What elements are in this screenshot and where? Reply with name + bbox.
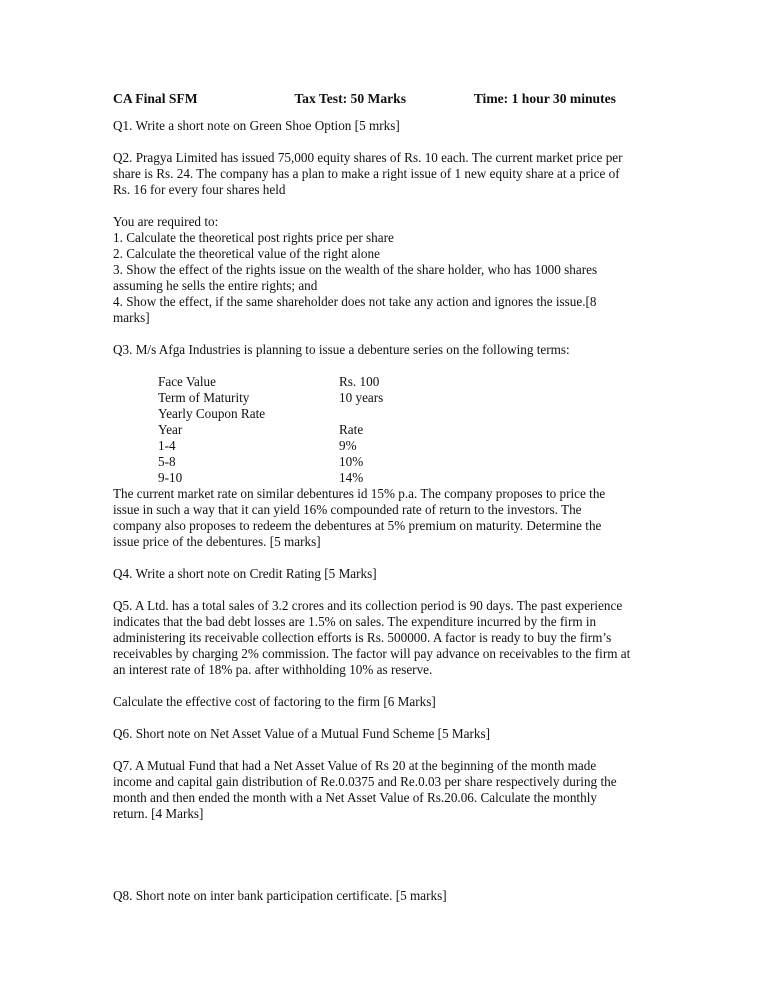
question-1: Q1. Write a short note on Green Shoe Option [5 mrks] bbox=[113, 118, 400, 133]
terms-row bbox=[158, 454, 673, 470]
q7-line: month and then ended the month with a Net Asset Value of Rs.20.06. Calculate the monthly bbox=[113, 790, 597, 805]
terms-label: 5-8 bbox=[158, 454, 176, 469]
q2-line: Rs. 16 for every four shares held bbox=[113, 182, 286, 197]
question-7 bbox=[113, 758, 673, 822]
terms-label: Term of Maturity bbox=[158, 390, 250, 405]
terms-label: 1-4 bbox=[158, 438, 176, 453]
terms-row bbox=[158, 374, 673, 390]
q3-line: company also proposes to redeem the debentures at 5% premium on maturity. Determine the bbox=[113, 518, 602, 533]
q7-line: Q7. A Mutual Fund that had a Net Asset Value of Rs 20 at the beginning of the month made bbox=[113, 758, 597, 773]
terms-row bbox=[158, 438, 673, 454]
question-2 bbox=[113, 150, 673, 198]
course-title: CA Final SFM bbox=[113, 91, 198, 106]
q2-item: 1. Calculate the theoretical post rights price per share bbox=[113, 230, 394, 245]
exam-paper bbox=[113, 90, 673, 903]
terms-value: 10% bbox=[339, 454, 364, 469]
q5-line: Q5. A Ltd. has a total sales of 3.2 crores and its collection period is 90 days. The past experience bbox=[113, 598, 623, 613]
q7-line: return. [4 Marks] bbox=[113, 806, 204, 821]
terms-value: Rs. 100 bbox=[339, 374, 380, 389]
terms-row bbox=[158, 422, 673, 438]
q3-intro: Q3. M/s Afga Industries is planning to issue a debenture series on the following terms: bbox=[113, 342, 570, 357]
q5-line: indicates that the bad debt losses are 1.5% on sales. The expenditure incurred by the firm in bbox=[113, 614, 597, 629]
q5-line: administering its receivable collection efforts is Rs. 500000. A factor is ready to buy the firm’s bbox=[113, 630, 612, 645]
q2-requirements bbox=[113, 214, 673, 326]
terms-value: Rate bbox=[339, 422, 364, 437]
terms-label: Face Value bbox=[158, 374, 216, 389]
terms-label: Yearly Coupon Rate bbox=[158, 406, 266, 421]
terms-label: 9-10 bbox=[158, 470, 183, 485]
question-8: Q8. Short note on inter bank participation certificate. [5 marks] bbox=[113, 888, 447, 903]
q3-line: issue price of the debentures. [5 marks] bbox=[113, 534, 321, 549]
q7-line: income and capital gain distribution of Re.0.0375 and Re.0.03 per share respectively during the bbox=[113, 774, 617, 789]
q2-item: 2. Calculate the theoretical value of the right alone bbox=[113, 246, 380, 261]
q2-item: assuming he sells the entire rights; and bbox=[113, 278, 318, 293]
q2-item: marks] bbox=[113, 310, 150, 325]
terms-value bbox=[339, 406, 439, 422]
q2-item: 4. Show the effect, if the same shareholder does not take any action and ignores the issue.[8 bbox=[113, 294, 597, 309]
question-6: Q6. Short note on Net Asset Value of a Mutual Fund Scheme [5 Marks] bbox=[113, 726, 491, 741]
test-duration: Time: 1 hour 30 minutes bbox=[473, 91, 616, 106]
q5-line: an interest rate of 18% pa. after withholding 10% as reserve. bbox=[113, 662, 433, 677]
q2-line: Q2. Pragya Limited has issued 75,000 equity shares of Rs. 10 each. The current market price per bbox=[113, 150, 623, 165]
exam-header bbox=[113, 90, 673, 108]
q3-line: The current market rate on similar debentures id 15% p.a. The company proposes to price the bbox=[113, 486, 606, 501]
question-4: Q4. Write a short note on Credit Rating [5 Marks] bbox=[113, 566, 377, 581]
question-5 bbox=[113, 598, 673, 678]
q5-calculate: Calculate the effective cost of factoring to the firm [6 Marks] bbox=[113, 694, 436, 709]
terms-row bbox=[158, 470, 673, 486]
terms-value: 9% bbox=[339, 438, 357, 453]
terms-label: Year bbox=[158, 422, 183, 437]
question-3 bbox=[113, 342, 673, 550]
q5-line: receivables by charging 2% commission. The factor will pay advance on receivables to the firm at bbox=[113, 646, 631, 661]
terms-value: 10 years bbox=[339, 390, 384, 405]
terms-row bbox=[158, 390, 673, 406]
q2-line: share is Rs. 24. The company has a plan to make a right issue of 1 new equity share at a price of bbox=[113, 166, 620, 181]
q2-required-intro: You are required to: bbox=[113, 214, 219, 229]
q3-line: issue in such a way that it can yield 16% compounded rate of return to the investors. The bbox=[113, 502, 582, 517]
terms-value: 14% bbox=[339, 470, 364, 485]
debenture-terms-table bbox=[158, 374, 673, 486]
test-marks: Tax Test: 50 Marks bbox=[294, 91, 407, 106]
terms-row bbox=[158, 406, 673, 422]
q2-item: 3. Show the effect of the rights issue on the wealth of the share holder, who has 1000 shares bbox=[113, 262, 598, 277]
